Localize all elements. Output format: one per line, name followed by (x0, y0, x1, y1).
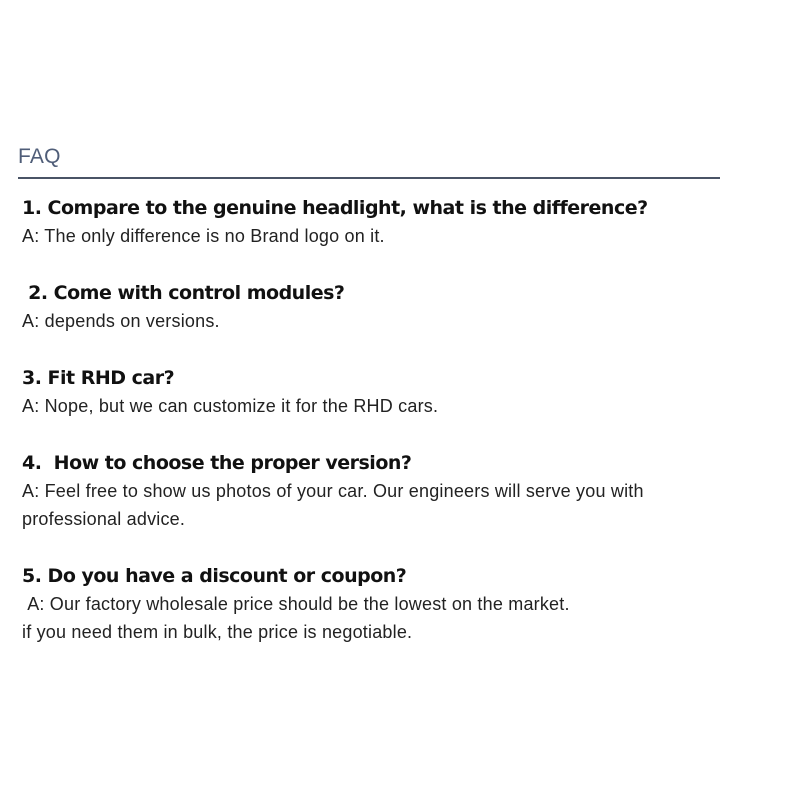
faq-answer: A: Our factory wholesale price should be the lowest on the market. if you need them in bulk, the price is negotiable. (22, 594, 570, 642)
faq-answer: A: The only difference is no Brand logo on it. (22, 226, 385, 246)
faq-answer: A: Nope, but we can customize it for the RHD cars. (22, 396, 439, 416)
faq-answer: A: Feel free to show us photos of your car. Our engineers will serve you with professional advice. (22, 481, 649, 529)
faq-item-1 (22, 194, 762, 250)
faq-question: 3. Fit RHD car? (22, 367, 175, 389)
faq-question: 4. How to choose the proper version? (22, 452, 412, 474)
faq-question: 5. Do you have a discount or coupon? (22, 565, 407, 587)
faq-item-3 (22, 364, 762, 420)
faq-question: 2. Come with control modules? (22, 282, 345, 304)
faq-item-2 (22, 279, 762, 335)
faq-question: 1. Compare to the genuine headlight, what is the difference? (22, 197, 648, 219)
faq-title: FAQ (18, 145, 61, 168)
faq-header (18, 143, 720, 179)
faq-answer: A: depends on versions. (22, 311, 220, 331)
faq-item-4 (22, 449, 762, 533)
faq-item-5 (22, 562, 762, 646)
faq-list (22, 194, 762, 675)
